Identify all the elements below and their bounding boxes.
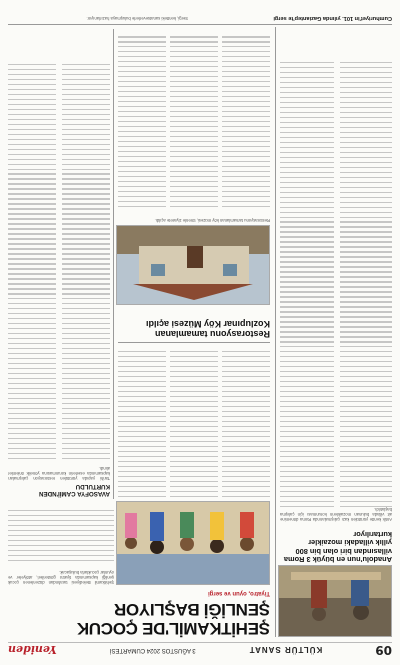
bottom-rule <box>8 24 392 25</box>
restoration-body-col1 <box>222 29 270 207</box>
children-festival-image <box>117 502 269 584</box>
bottom-lead: Sergi, kentteki sanatseverlerle buluşmaya hazırlanıyor. <box>86 16 188 21</box>
main-body-col-1 <box>222 347 270 497</box>
mosaic-photo-image <box>279 566 391 636</box>
restoration-headline: Restorasyonu tamamlanan Kozlupınar Köy Müzesi açıldı <box>145 319 270 339</box>
ayasofya-body-col2 <box>8 29 56 459</box>
children-festival-photo <box>116 501 270 585</box>
main-body-right <box>8 503 114 561</box>
museum-photo-image <box>117 226 269 304</box>
page-number: 09 <box>375 643 392 657</box>
main-subhead: Tiyatro, oyun ve sergi <box>208 590 270 596</box>
villa-mosaic-body-col2 <box>280 27 334 507</box>
bottom-headline: Cumhuriyet'in 101. yılında Gaziantep'te sergi <box>273 15 392 21</box>
column-rule-left <box>275 27 276 637</box>
story-divider <box>118 342 270 343</box>
main-headline-line1: ŞEHİTKAMİL'DE ÇOCUK <box>77 619 270 638</box>
main-body-col-3 <box>118 347 166 497</box>
page-folio <box>8 642 392 657</box>
issue-date: 3 AĞUSTOS 2024 CUMARTESİ <box>109 647 196 653</box>
restoration-lead: Restorasyonu tamamlanan köy müzesi, törenle ziyarete açıldı. <box>154 218 270 223</box>
restoration-body-col3 <box>118 29 166 207</box>
villa-mosaic-body <box>340 27 392 507</box>
villa-mosaic-lead: Antik kentte yürütülen kazı çalışmalarında Roma dönemine ait villada bulunan mozaiklerin korunması için çalışma başlatıldı. <box>280 507 392 522</box>
main-body-col-2 <box>170 347 218 497</box>
publication-logo: Yeniden <box>8 643 57 657</box>
ayasofya-headline: AVASOFYA CAMİİ'NDEN KURTULDU <box>39 483 110 497</box>
column-rule-right <box>113 29 114 499</box>
mosaic-photo <box>278 565 392 637</box>
main-lead-paragraph: Şehitkamil Belediyesi tarafından düzenlenen çocuk şenliği kapsamında tiyatro gösterileri, atölyeler ve oyunlar çocuklarla buluşacak. <box>8 570 114 585</box>
museum-photo <box>116 225 270 305</box>
restoration-body-col2 <box>170 29 218 207</box>
main-headline-line2: ŞENLİĞİ BAŞLIYOR <box>114 600 270 619</box>
villa-mosaic-headline: Anadolu'nun en büyük 3 Roma villasından biri olan bin 800 yıllık villadaki mozaikler kurtarılıyor <box>283 529 392 564</box>
section-name: KÜLTÜR SANAT <box>248 645 323 655</box>
ayasofya-body <box>62 29 110 459</box>
ayasofya-lead: Tarihi yapıda yürütülen restorasyon çalışmaları kapsamında eserlerin korunmasına yönelik önlemler alındı. <box>8 466 110 481</box>
